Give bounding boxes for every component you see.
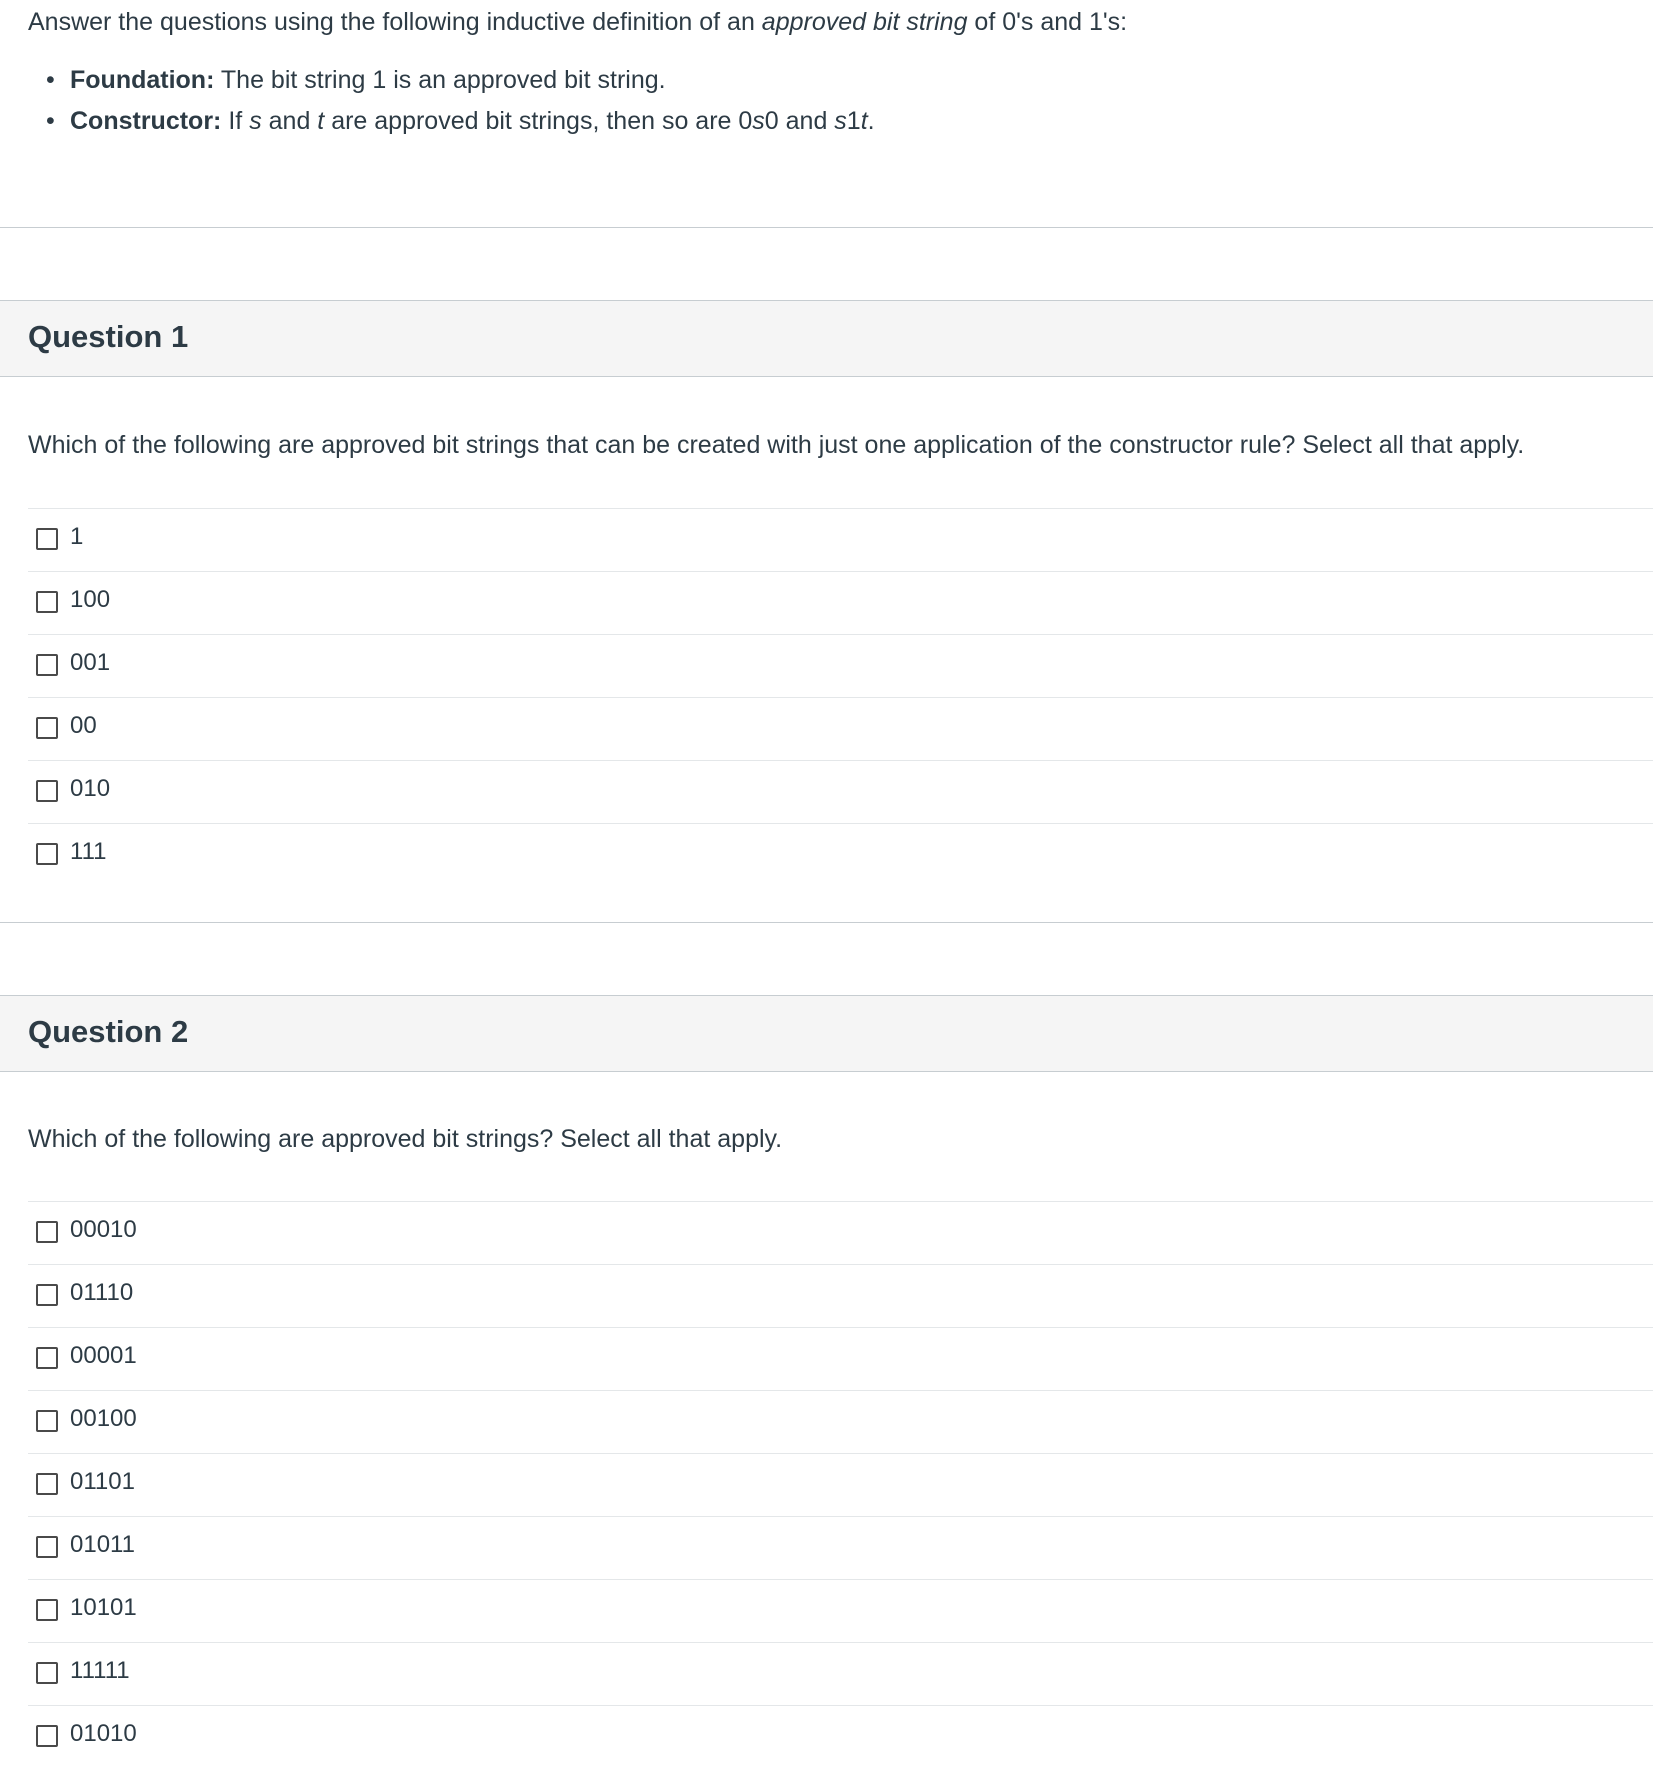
answer-label[interactable]: 01110 (70, 1279, 134, 1306)
constructor-text: and (261, 107, 318, 135)
question-2-answer-option[interactable] (28, 1390, 1653, 1453)
bullet-icon: • (46, 66, 55, 94)
question-2-header (0, 995, 1653, 1072)
question-2-answers (28, 1201, 1653, 1768)
question-1-answers (28, 508, 1653, 886)
question-2-answer-option[interactable] (28, 1516, 1653, 1579)
checkbox[interactable] (36, 717, 58, 739)
section-divider (0, 922, 1653, 923)
definition-list (28, 60, 1638, 142)
foundation-text: The bit string 1 is an approved bit string. (214, 66, 666, 94)
checkbox[interactable] (36, 1284, 58, 1306)
question-2-answer-option[interactable] (28, 1264, 1653, 1327)
constructor-text: 1 (846, 107, 861, 135)
var-s: s (249, 107, 262, 135)
question-2-answer-option[interactable] (28, 1201, 1653, 1264)
answer-label[interactable]: 100 (70, 586, 111, 613)
checkbox[interactable] (36, 654, 58, 676)
question-1-answer-option[interactable] (28, 634, 1653, 697)
intro-text-end: of 0's and 1's: (967, 8, 1128, 36)
answer-label[interactable]: 10101 (70, 1594, 137, 1621)
answer-label[interactable]: 00010 (70, 1216, 137, 1243)
checkbox[interactable] (36, 1221, 58, 1243)
checkbox[interactable] (36, 528, 58, 550)
question-1-answer-option[interactable] (28, 760, 1653, 823)
foundation-item (28, 60, 1638, 101)
question-1-answer-option[interactable] (28, 823, 1653, 886)
checkbox[interactable] (36, 1536, 58, 1558)
answer-label[interactable]: 01011 (70, 1531, 135, 1558)
checkbox[interactable] (36, 591, 58, 613)
question-1-answer-option[interactable] (28, 508, 1653, 571)
checkbox[interactable] (36, 780, 58, 802)
answer-label[interactable]: 010 (70, 775, 111, 802)
question-2-answer-option[interactable] (28, 1327, 1653, 1390)
question-1-answer-option[interactable] (28, 571, 1653, 634)
answer-label[interactable]: 00100 (70, 1405, 137, 1432)
question-2-prompt: Which of the following are approved bit strings? Select all that apply. (28, 1125, 783, 1153)
var-t: t (860, 107, 868, 135)
question-1-prompt: Which of the following are approved bit strings that can be created with just one application of the constructor rule? Select all that apply. (28, 431, 1525, 459)
answer-label[interactable]: 01101 (70, 1468, 135, 1495)
answer-label[interactable]: 00001 (70, 1342, 137, 1369)
checkbox[interactable] (36, 1347, 58, 1369)
checkbox[interactable] (36, 1473, 58, 1495)
question-1-title: Question 1 (28, 319, 189, 354)
question-2-answer-option[interactable] (28, 1453, 1653, 1516)
intro-section (28, 0, 1638, 142)
answer-label[interactable]: 00 (70, 712, 97, 739)
checkbox[interactable] (36, 1410, 58, 1432)
question-2-answer-option[interactable] (28, 1705, 1653, 1768)
intro-text-start: Answer the questions using the following inductive definition of an (28, 8, 762, 36)
bullet-icon: • (46, 107, 55, 135)
var-s: s (752, 107, 765, 135)
checkbox[interactable] (36, 1599, 58, 1621)
answer-label[interactable]: 01010 (70, 1720, 137, 1747)
intro-text (28, 0, 1638, 42)
constructor-label: Constructor: (70, 107, 222, 135)
section-divider (0, 227, 1653, 228)
constructor-item (28, 101, 1638, 142)
constructor-text: 0 and (764, 107, 835, 135)
var-s: s (834, 107, 847, 135)
intro-emphasis: approved bit string (761, 8, 968, 36)
constructor-text: are approved bit strings, then so are 0 (324, 107, 753, 135)
var-t: t (317, 107, 325, 135)
answer-label[interactable]: 11111 (70, 1657, 130, 1684)
foundation-label: Foundation: (70, 66, 215, 94)
question-2-title: Question 2 (28, 1014, 189, 1049)
question-1-header (0, 300, 1653, 377)
answer-label[interactable]: 001 (70, 649, 111, 676)
constructor-text: If (221, 107, 250, 135)
checkbox[interactable] (36, 1725, 58, 1747)
checkbox[interactable] (36, 1662, 58, 1684)
question-2-answer-option[interactable] (28, 1579, 1653, 1642)
question-2-answer-option[interactable] (28, 1642, 1653, 1705)
checkbox[interactable] (36, 843, 58, 865)
answer-label[interactable]: 1 (70, 523, 84, 550)
answer-label[interactable]: 111 (70, 838, 107, 865)
constructor-text: . (867, 107, 875, 135)
question-1-answer-option[interactable] (28, 697, 1653, 760)
